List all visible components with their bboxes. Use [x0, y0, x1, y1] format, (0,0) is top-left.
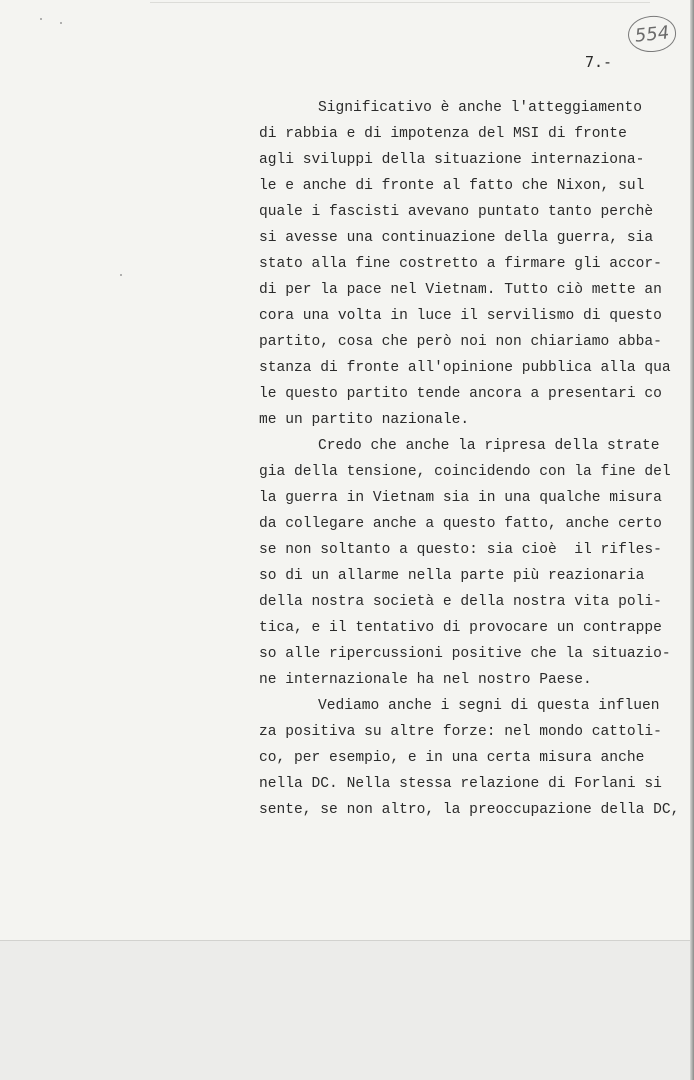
text-line: le questo partito tende ancora a presentari co — [259, 386, 662, 402]
text-line: di rabbia e di impotenza del MSI di fronte — [259, 126, 627, 142]
text-line: me un partito nazionale. — [259, 412, 470, 428]
text-line: da collegare anche a questo fatto, anche certo — [259, 516, 662, 532]
text-line: stanza di fronte all'opinione pubblica alla qua — [259, 360, 671, 376]
text-line: di per la pace nel Vietnam. Tutto ciò mette an — [259, 282, 662, 298]
text-line: so di un allarme nella parte più reazionaria — [259, 568, 645, 584]
text-line: co, per esempio, e in una certa misura anche — [259, 750, 645, 766]
text-line: tica, e il tentativo di provocare un contrappe — [259, 620, 662, 636]
text-line: cora una volta in luce il servilismo di questo — [259, 308, 662, 324]
text-line: ne internazionale ha nel nostro Paese. — [259, 672, 592, 688]
text-line: nella DC. Nella stessa relazione di Forlani si — [259, 776, 662, 792]
scan-speck — [120, 274, 122, 276]
text-line: se non soltanto a questo: sia cioè il rifles- — [259, 542, 662, 558]
top-scan-line — [150, 2, 650, 3]
scan-fold-line — [0, 940, 694, 941]
text-line: le e anche di fronte al fatto che Nixon, sul — [259, 178, 645, 194]
text-line: Credo che anche la ripresa della strate — [318, 438, 660, 454]
archive-number-stamp: 554 — [626, 14, 678, 55]
text-line: za positiva su altre forze: nel mondo cattoli- — [259, 724, 662, 740]
text-line: Vediamo anche i segni di questa influen — [318, 698, 660, 714]
text-line: so alle ripercussioni positive che la situazio- — [259, 646, 671, 662]
text-line: agli sviluppi della situazione internaziona- — [259, 152, 645, 168]
text-line: quale i fascisti avevano puntato tanto perchè — [259, 204, 654, 220]
text-line: partito, cosa che però noi non chiariamo abba- — [259, 334, 662, 350]
scan-speck — [40, 18, 42, 20]
text-line: della nostra società e della nostra vita poli- — [259, 594, 662, 610]
scan-right-edge — [690, 0, 694, 1080]
text-line: Significativo è anche l'atteggiamento — [318, 100, 643, 116]
text-line: sente, se non altro, la preoccupazione della DC, — [259, 802, 680, 818]
text-line: si avesse una continuazione della guerra, sia — [259, 230, 654, 246]
text-line: la guerra in Vietnam sia in una qualche misura — [259, 490, 662, 506]
page-number: 7.- — [585, 53, 613, 71]
scan-lower-band — [0, 940, 694, 1080]
text-line: gia della tensione, coincidendo con la fine del — [259, 464, 671, 480]
scan-speck — [60, 22, 62, 24]
text-line: stato alla fine costretto a firmare gli accor- — [259, 256, 662, 272]
